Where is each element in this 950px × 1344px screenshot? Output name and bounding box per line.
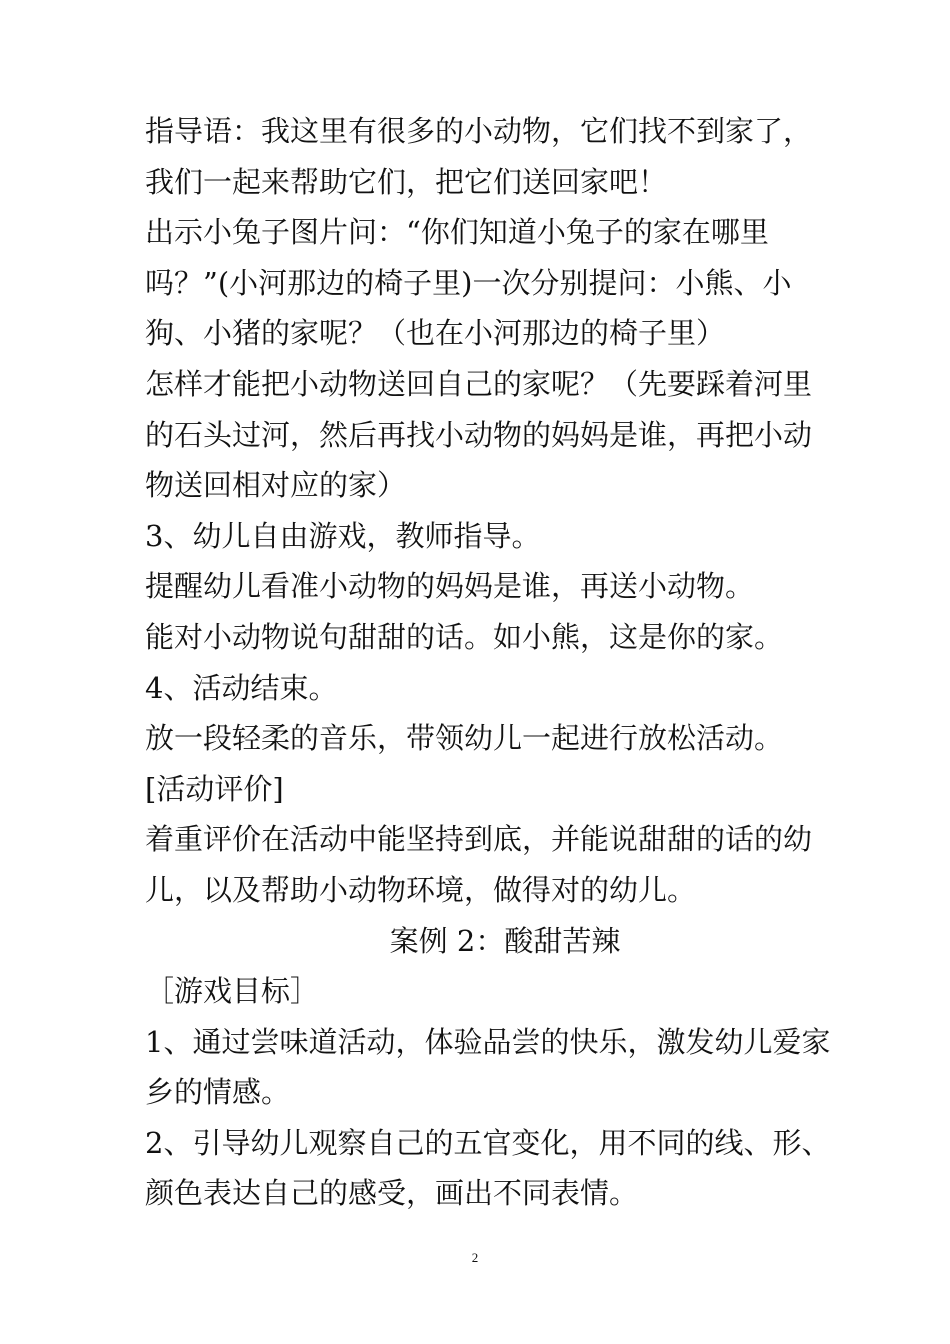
paragraph-line: 能对小动物说句甜甜的话。如小熊，这是你的家。 bbox=[145, 619, 784, 654]
paragraph-line: 吗？”(小河那边的椅子里)一次分别提问：小熊、小 bbox=[145, 265, 792, 300]
paragraph-line: 的石头过河，然后再找小动物的妈妈是谁，再把小动 bbox=[145, 417, 813, 452]
paragraph-line: 我们一起来帮助它们，把它们送回家吧！ bbox=[145, 164, 668, 199]
section-heading: [活动评价] bbox=[145, 771, 284, 806]
paragraph-line: 指导语：我这里有很多的小动物，它们找不到家了， bbox=[145, 114, 813, 148]
paragraph-line: 儿，以及帮助小动物环境，做得对的幼儿。 bbox=[145, 872, 697, 907]
case-title: 案例 2：酸甜苦辣 bbox=[389, 923, 621, 958]
paragraph-line: 1、通过尝味道活动，体验品尝的快乐，激发幼儿爱家 bbox=[145, 1024, 831, 1059]
paragraph-line: 颜色表达自己的感受，画出不同表情。 bbox=[145, 1176, 639, 1211]
paragraph-line: 着重评价在活动中能坚持到底，并能说甜甜的话的幼 bbox=[145, 822, 813, 857]
paragraph-line: 乡的情感。 bbox=[145, 1075, 291, 1110]
paragraph-line: 放一段轻柔的音乐，带领幼儿一起进行放松活动。 bbox=[145, 721, 784, 756]
paragraph-line: 2、引导幼儿观察自己的五官变化，用不同的线、形、 bbox=[145, 1125, 831, 1160]
document-body bbox=[145, 106, 831, 1219]
paragraph-line: 物送回相对应的家） bbox=[145, 468, 407, 503]
step-heading: 3、幼儿自由游戏，教师指导。 bbox=[145, 518, 541, 553]
paragraph-line: 狗、小猪的家呢？（也在小河那边的椅子里） bbox=[145, 316, 726, 351]
step-heading: 4、活动结束。 bbox=[145, 670, 338, 705]
paragraph-line: 出示小兔子图片问：“你们知道小兔子的家在哪里 bbox=[145, 215, 769, 250]
paragraph-line: 提醒幼儿看准小动物的妈妈是谁，再送小动物。 bbox=[145, 569, 755, 604]
page-number: 2 bbox=[471, 1250, 479, 1265]
paragraph-line: 怎样才能把小动物送回自己的家呢？（先要踩着河里 bbox=[145, 366, 813, 401]
section-heading: ［游戏目标］ bbox=[145, 974, 320, 1009]
